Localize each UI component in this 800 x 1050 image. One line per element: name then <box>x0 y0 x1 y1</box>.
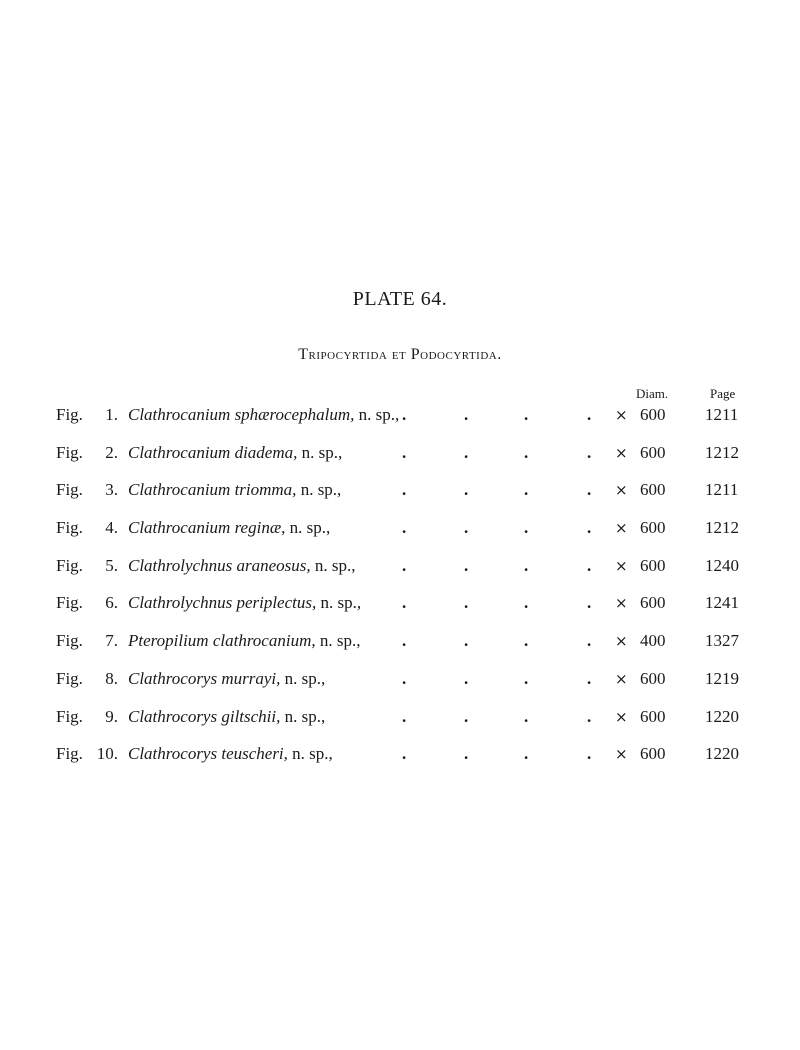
figure-row <box>0 404 800 442</box>
leader-dot: . <box>587 744 592 764</box>
leader-dot: . <box>464 706 469 726</box>
leader-dot: . <box>402 744 407 764</box>
species-italic: Clathrolychnus araneosus, <box>128 555 311 575</box>
leader-dot: . <box>464 668 469 688</box>
fig-label: Fig. <box>56 442 83 462</box>
magnification-sign: × <box>615 481 628 500</box>
species-italic: Clathrocanium sphærocephalum, <box>128 405 355 424</box>
leader-dot: . <box>402 518 407 538</box>
page-number: 1327 <box>705 631 739 651</box>
fig-number: 1. <box>105 405 118 424</box>
leader-dot: . <box>587 518 592 538</box>
plate-title: PLATE 64. <box>352 288 448 310</box>
magnification-sign: × <box>615 669 628 688</box>
magnification-sign: × <box>615 632 628 651</box>
species-name <box>128 706 325 728</box>
figure-row <box>0 592 800 630</box>
species-suffix: n. sp., <box>296 480 342 500</box>
fig-number: 2. <box>105 442 118 462</box>
leader-dot: . <box>587 555 592 575</box>
magnification-sign: × <box>615 556 628 575</box>
plate-subtitle: Tripocyrtida et Podocyrtida. <box>298 346 502 363</box>
fig-number: 8. <box>105 668 118 688</box>
leader-dot: . <box>402 706 407 726</box>
species-italic: Clathrocanium reginæ, <box>128 518 286 538</box>
species-italic: Clathrocorys giltschii, <box>128 706 281 726</box>
fig-label: Fig. <box>56 555 83 575</box>
species-italic: Clathrocanium diadema, <box>128 442 298 462</box>
leader-dot: . <box>524 706 529 726</box>
leader-dot: . <box>402 555 407 575</box>
species-name <box>128 442 342 464</box>
figure-row <box>0 743 800 781</box>
species-italic: Clathrocanium triomma, <box>128 480 297 500</box>
fig-label: Fig. <box>56 631 83 651</box>
leader-dot: . <box>464 744 469 764</box>
leader-dot: . <box>464 405 469 424</box>
magnification-value: 600 <box>640 442 666 462</box>
leader-dot: . <box>464 555 469 575</box>
species-italic: Clathrocorys teuscheri, <box>128 744 288 764</box>
fig-number: 10. <box>96 744 118 764</box>
leader-dot: . <box>587 480 592 500</box>
leader-dot: . <box>524 442 529 462</box>
leader-dot: . <box>402 668 407 688</box>
figure-row <box>0 555 800 593</box>
page-number: 1212 <box>705 442 739 462</box>
species-suffix: n. sp., <box>354 405 400 424</box>
magnification-value: 600 <box>640 593 666 613</box>
magnification-value: 600 <box>640 555 666 575</box>
species-suffix: n. sp., <box>316 593 362 613</box>
leader-dot: . <box>524 518 529 538</box>
leader-dot: . <box>402 480 407 500</box>
fig-label: Fig. <box>56 668 83 688</box>
leader-dot: . <box>524 668 529 688</box>
species-suffix: n. sp., <box>280 706 326 726</box>
leader-dot: . <box>524 555 529 575</box>
magnification-value: 600 <box>640 706 666 726</box>
page-number: 1212 <box>705 518 739 538</box>
species-name <box>128 592 361 614</box>
magnification-sign: × <box>615 406 628 424</box>
leader-dot: . <box>464 442 469 462</box>
magnification-value: 600 <box>640 744 666 764</box>
species-name <box>128 743 333 765</box>
figure-row <box>0 517 800 555</box>
species-name <box>128 517 330 539</box>
leader-dot: . <box>464 593 469 613</box>
magnification-sign: × <box>615 745 628 764</box>
leader-dot: . <box>524 744 529 764</box>
species-suffix: n. sp., <box>285 518 331 538</box>
diam-column-header: Diam. <box>636 386 669 401</box>
leader-dot: . <box>402 631 407 651</box>
fig-label: Fig. <box>56 744 83 764</box>
leader-dot: . <box>524 631 529 651</box>
leader-dot: . <box>402 405 407 424</box>
fig-number: 9. <box>105 706 118 726</box>
leader-dot: . <box>402 442 407 462</box>
leader-dot: . <box>587 631 592 651</box>
fig-number: 3. <box>105 480 118 500</box>
magnification-value: 400 <box>640 631 666 651</box>
magnification-value: 600 <box>640 668 666 688</box>
species-suffix: n. sp., <box>310 555 356 575</box>
figure-row <box>0 668 800 706</box>
species-name <box>128 404 399 426</box>
page-number: 1219 <box>705 668 739 688</box>
leader-dot: . <box>464 631 469 651</box>
fig-number: 4. <box>105 518 118 538</box>
species-name <box>128 668 325 690</box>
magnification-value: 600 <box>640 518 666 538</box>
figure-row <box>0 630 800 668</box>
page-number: 1220 <box>705 744 739 764</box>
leader-dot: . <box>587 442 592 462</box>
fig-label: Fig. <box>56 518 83 538</box>
fig-label: Fig. <box>56 593 83 613</box>
magnification-sign: × <box>615 707 628 726</box>
figure-list <box>0 404 800 781</box>
species-italic: Pteropilium clathrocanium, <box>128 631 316 651</box>
leader-dot: . <box>587 405 592 424</box>
leader-dot: . <box>464 480 469 500</box>
magnification-sign: × <box>615 519 628 538</box>
fig-number: 5. <box>105 555 118 575</box>
leader-dot: . <box>587 593 592 613</box>
figure-row <box>0 479 800 517</box>
page-number: 1211 <box>705 405 739 424</box>
magnification-value: 600 <box>640 405 666 424</box>
species-suffix: n. sp., <box>297 442 343 462</box>
magnification-value: 600 <box>640 480 666 500</box>
species-suffix: n. sp., <box>280 668 326 688</box>
leader-dot: . <box>524 480 529 500</box>
species-italic: Clathrocorys murrayi, <box>128 668 281 688</box>
species-suffix: n. sp., <box>287 744 333 764</box>
page-number: 1220 <box>705 706 739 726</box>
magnification-sign: × <box>615 443 628 462</box>
species-italic: Clathrolychnus periplectus, <box>128 593 317 613</box>
leader-dot: . <box>464 518 469 538</box>
fig-label: Fig. <box>56 405 83 424</box>
species-name <box>128 479 341 501</box>
figure-row <box>0 706 800 744</box>
species-suffix: n. sp., <box>315 631 361 651</box>
leader-dot: . <box>524 593 529 613</box>
magnification-sign: × <box>615 594 628 613</box>
fig-number: 6. <box>105 593 118 613</box>
fig-number: 7. <box>105 631 118 651</box>
fig-label: Fig. <box>56 480 83 500</box>
page-column-header: Page <box>710 386 736 401</box>
page-number: 1240 <box>705 555 739 575</box>
page-number: 1241 <box>705 593 739 613</box>
figure-row <box>0 442 800 480</box>
leader-dot: . <box>524 405 529 424</box>
leader-dot: . <box>402 593 407 613</box>
leader-dot: . <box>587 706 592 726</box>
fig-label: Fig. <box>56 706 83 726</box>
page-number: 1211 <box>705 480 739 500</box>
species-name <box>128 555 355 577</box>
leader-dot: . <box>587 668 592 688</box>
species-name <box>128 630 360 652</box>
